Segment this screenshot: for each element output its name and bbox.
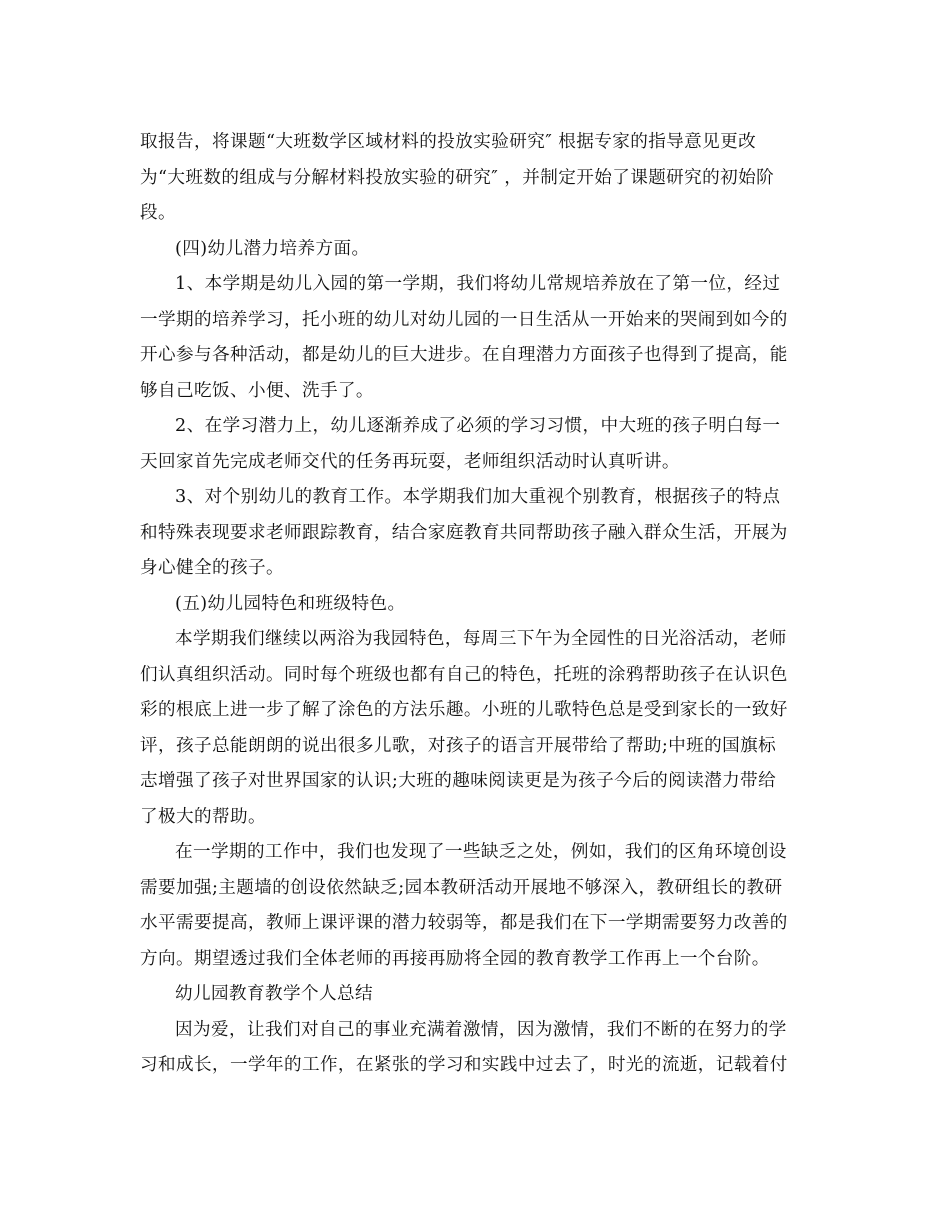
text-line: 取报告，将课题“大班数学区域材料的投放实验研究″ 根据专家的指导意见更改 bbox=[140, 132, 757, 152]
text-line: 需要加强;主题墙的创设依然缺乏;园本教研活动开展地不够深入，教研组长的教研 bbox=[140, 877, 783, 898]
text-line: 在一学期的工作中，我们也发现了一些缺乏之处，例如，我们的区角环境创设 bbox=[175, 842, 787, 862]
text-line: 和特殊表现要求老师跟踪教育，结合家庭教育共同帮助孩子融入群众生活，开展为 bbox=[140, 522, 788, 543]
text-line: 志增强了孩子对世界国家的认识;大班的趣味阅读更是为孩子今后的阅读潜力带给 bbox=[140, 771, 777, 791]
section-title: 幼儿园教育教学个人总结 bbox=[175, 984, 373, 1004]
text-line: 为“大班数的组成与分解材料投放实验的研究″ ，并制定开始了课题研究的初始阶 bbox=[140, 167, 775, 188]
text-line: 彩的根底上进一步了解了涂色的方法乐趣。小班的儿歌特色总是受到家长的一致好 bbox=[140, 700, 788, 720]
text-line: 了极大的帮助。 bbox=[140, 806, 266, 827]
text-line: 评，孩子总能朗朗的说出很多儿歌，对孩子的语言开展带给了帮助;中班的国旗标 bbox=[140, 735, 777, 756]
text-line: 因为爱，让我们对自己的事业充满着激情，因为激情，我们不断的在努力的学 bbox=[175, 1019, 787, 1040]
text-line: 段。 bbox=[140, 203, 176, 223]
section-heading: (四)幼儿潜力培养方面。 bbox=[175, 238, 370, 259]
text-line: 方向。期望透过我们全体老师的再接再励将全园的教育教学工作再上一个台阶。 bbox=[140, 948, 770, 969]
section-heading: (五)幼儿园特色和班级特色。 bbox=[175, 593, 406, 614]
text-line: 3、对个别幼儿的教育工作。本学期我们加大重视个别教育，根据孩子的特点 bbox=[175, 487, 781, 507]
text-line: 1、本学期是幼儿入园的第一学期，我们将幼儿常规培养放在了第一位，经过 bbox=[175, 274, 781, 294]
text-line: 们认真组织活动。同时每个班级也都有自己的特色，托班的涂鸦帮助孩子在认识色 bbox=[140, 664, 788, 685]
text-line: 本学期我们继续以两浴为我园特色，每周三下午为全园性的日光浴活动，老师 bbox=[175, 629, 787, 649]
text-line: 2、在学习潜力上，幼儿逐渐养成了必须的学习习惯，中大班的孩子明白每一 bbox=[175, 416, 781, 436]
text-line: 水平需要提高，教师上课评课的潜力较弱等，都是我们在下一学期需要努力改善的 bbox=[140, 913, 788, 933]
text-line: 天回家首先完成老师交代的任务再玩耍，老师组织活动时认真听讲。 bbox=[140, 451, 680, 472]
document-page bbox=[140, 125, 812, 1084]
text-line: 够自己吃饭、小便、洗手了。 bbox=[140, 380, 374, 401]
text-line: 身心健全的孩子。 bbox=[140, 558, 284, 578]
text-line: 一学期的培养学习，托小班的幼儿对幼儿园的一日生活从一开始来的哭闹到如今的 bbox=[140, 309, 788, 330]
text-line: 开心参与各种活动，都是幼儿的巨大进步。在自理潜力方面孩子也得到了提高，能 bbox=[140, 345, 788, 365]
text-line: 习和成长，一学年的工作，在紧张的学习和实践中过去了，时光的流逝，记载着付 bbox=[140, 1055, 788, 1075]
